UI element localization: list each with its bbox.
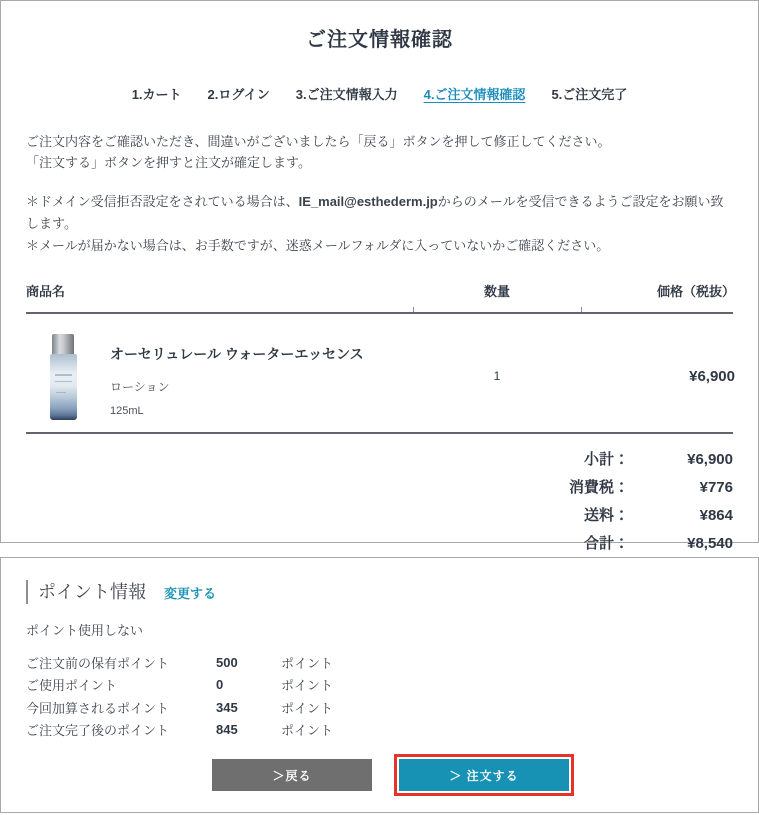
intro-line2: 「注文する」ボタンを押すと注文が確定します。 <box>26 155 311 170</box>
tax-row <box>26 476 733 504</box>
points-earned-unit: ポイント <box>281 700 334 716</box>
item-price: ¥6,900 <box>689 367 735 385</box>
note1-prefix: ＊ドメイン受信拒否設定をされている場合は、 <box>26 194 299 209</box>
checkout-steps <box>1 84 758 103</box>
header-divider <box>26 312 733 314</box>
intro-line1: ご注文内容をご確認いただき、間違いがございましたら「戻る」ボタンを押して修正してください。 <box>26 134 611 149</box>
points-earned-label: 今回加算されるポイント <box>26 700 170 716</box>
step-cart: 1.カート <box>131 87 182 102</box>
change-points-link[interactable]: 変更する <box>164 583 216 602</box>
points-row-used <box>26 674 758 697</box>
note1-suffix: からのメールを受信できるようご設定をお願い致します。 <box>26 194 724 231</box>
tax-label: 消費税： <box>568 479 629 496</box>
product-name: オーセリュレール ウォーターエッセンス <box>110 346 364 362</box>
order-totals <box>26 434 733 560</box>
shipping-label: 送料： <box>583 507 629 524</box>
grand-total-label: 合計： <box>583 535 629 552</box>
action-buttons <box>1 759 758 791</box>
subtotal-row <box>26 448 733 476</box>
subtotal-value: ¥6,900 <box>687 451 733 468</box>
tax-value: ¥776 <box>699 479 733 496</box>
points-used-unit: ポイント <box>281 678 334 694</box>
points-before-unit: ポイント <box>281 655 334 671</box>
note2: ＊メールが届かない場合は、お手数ですが、迷惑メールフォルダに入っていないかご確認ください。 <box>26 238 610 253</box>
shipping-value: ¥864 <box>699 507 733 524</box>
points-earned-value: 345 <box>216 699 238 715</box>
shipping-row <box>26 504 733 532</box>
order-items-table <box>26 281 733 560</box>
points-panel <box>0 557 759 813</box>
product-type: ローション <box>110 380 170 394</box>
points-before-value: 500 <box>216 654 238 670</box>
product-image-bottle <box>46 334 80 420</box>
points-before-label: ご注文前の保有ポイント <box>26 655 170 671</box>
points-row-before <box>26 651 758 674</box>
header-quantity: 数量 <box>483 284 510 299</box>
step-login: 2.ログイン <box>207 87 270 102</box>
step-order-input: 3.ご注文情報入力 <box>295 87 398 102</box>
place-order-button[interactable]: ＞ 注文する <box>399 759 569 791</box>
table-header-row <box>26 281 733 312</box>
step-order-confirm-current[interactable]: 4.ご注文情報確認 <box>423 87 526 102</box>
support-email: IE_mail@esthederm.jp <box>298 194 438 209</box>
mail-notes <box>26 191 733 257</box>
grand-total-value: ¥8,540 <box>687 535 733 552</box>
intro-text <box>26 131 733 173</box>
step-order-complete: 5.ご注文完了 <box>551 87 628 102</box>
points-heading: ポイント情報 <box>26 580 146 604</box>
page-title: ご注文情報確認 <box>306 29 453 51</box>
points-after-label: ご注文完了後のポイント <box>26 723 170 739</box>
back-button[interactable]: ＞戻る <box>212 759 372 791</box>
points-used-value: 0 <box>216 677 224 693</box>
points-row-earned <box>26 696 758 719</box>
subtotal-label: 小計： <box>583 451 629 468</box>
points-table <box>26 651 758 741</box>
item-quantity: 1 <box>493 369 501 383</box>
points-no-use-text: ポイント使用しない <box>26 623 144 638</box>
header-price: 価格（税抜） <box>656 284 735 299</box>
order-item-row <box>26 314 733 432</box>
grand-total-row <box>26 532 733 560</box>
points-after-unit: ポイント <box>281 723 334 739</box>
points-after-value: 845 <box>216 722 238 738</box>
product-size: 125mL <box>110 405 144 417</box>
points-used-label: ご使用ポイント <box>26 678 118 694</box>
header-product-name: 商品名 <box>26 284 66 299</box>
points-row-after <box>26 719 758 742</box>
